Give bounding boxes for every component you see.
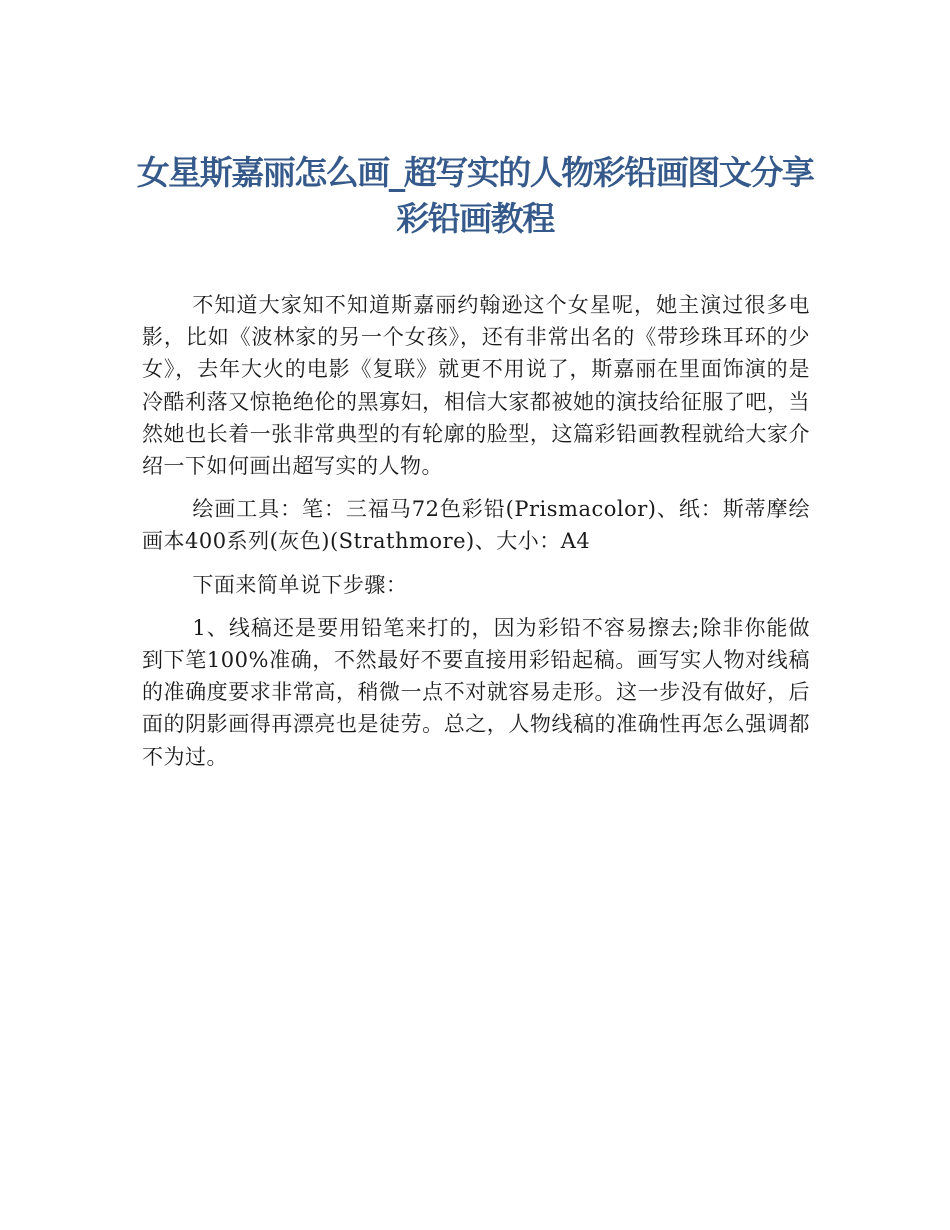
paragraph-steps-intro: 下面来简单说下步骤：: [192, 572, 408, 597]
paragraph-intro: 不知道大家知不知道斯嘉丽约翰逊这个女星呢，她主演过很多电影，比如《波林家的另一个女孩》，还有非常出名的《带珍珠耳环的少女》，去年大火的电影《复联》就更不用说了，斯嘉丽在里面饰演的是冷酷利落又惊艳绝伦的黑寡妇，相信大家都被她的演技给征服了吧，当然她也长着一张非常典型的有轮廓的脸型，这篇彩铅画教程就给大家介绍一下如何画出超写实的人物。: [142, 293, 810, 479]
document-title: 女星斯嘉丽怎么画_超写实的人物彩铅画图文分享彩铅画教程: [136, 153, 814, 238]
document-body: [142, 289, 810, 784]
paragraph-step-1: 1、线稿还是要用铅笔来打的，因为彩铅不容易擦去;除非你能做到下笔100%准确，不然最好不要直接用彩铅起稿。画写实人物对线稿的准确度要求非常高，稍微一点不对就容易走形。这一步没有做好，后面的阴影画得再漂亮也是徒劳。总之，人物线稿的准确性再怎么强调都不为过。: [142, 615, 810, 769]
paragraph-tools: 绘画工具：笔：三福马72色彩铅(Prismacolor)、纸：斯蒂摩绘画本400系列(灰色)(Strathmore)、大小：A4: [142, 497, 810, 554]
